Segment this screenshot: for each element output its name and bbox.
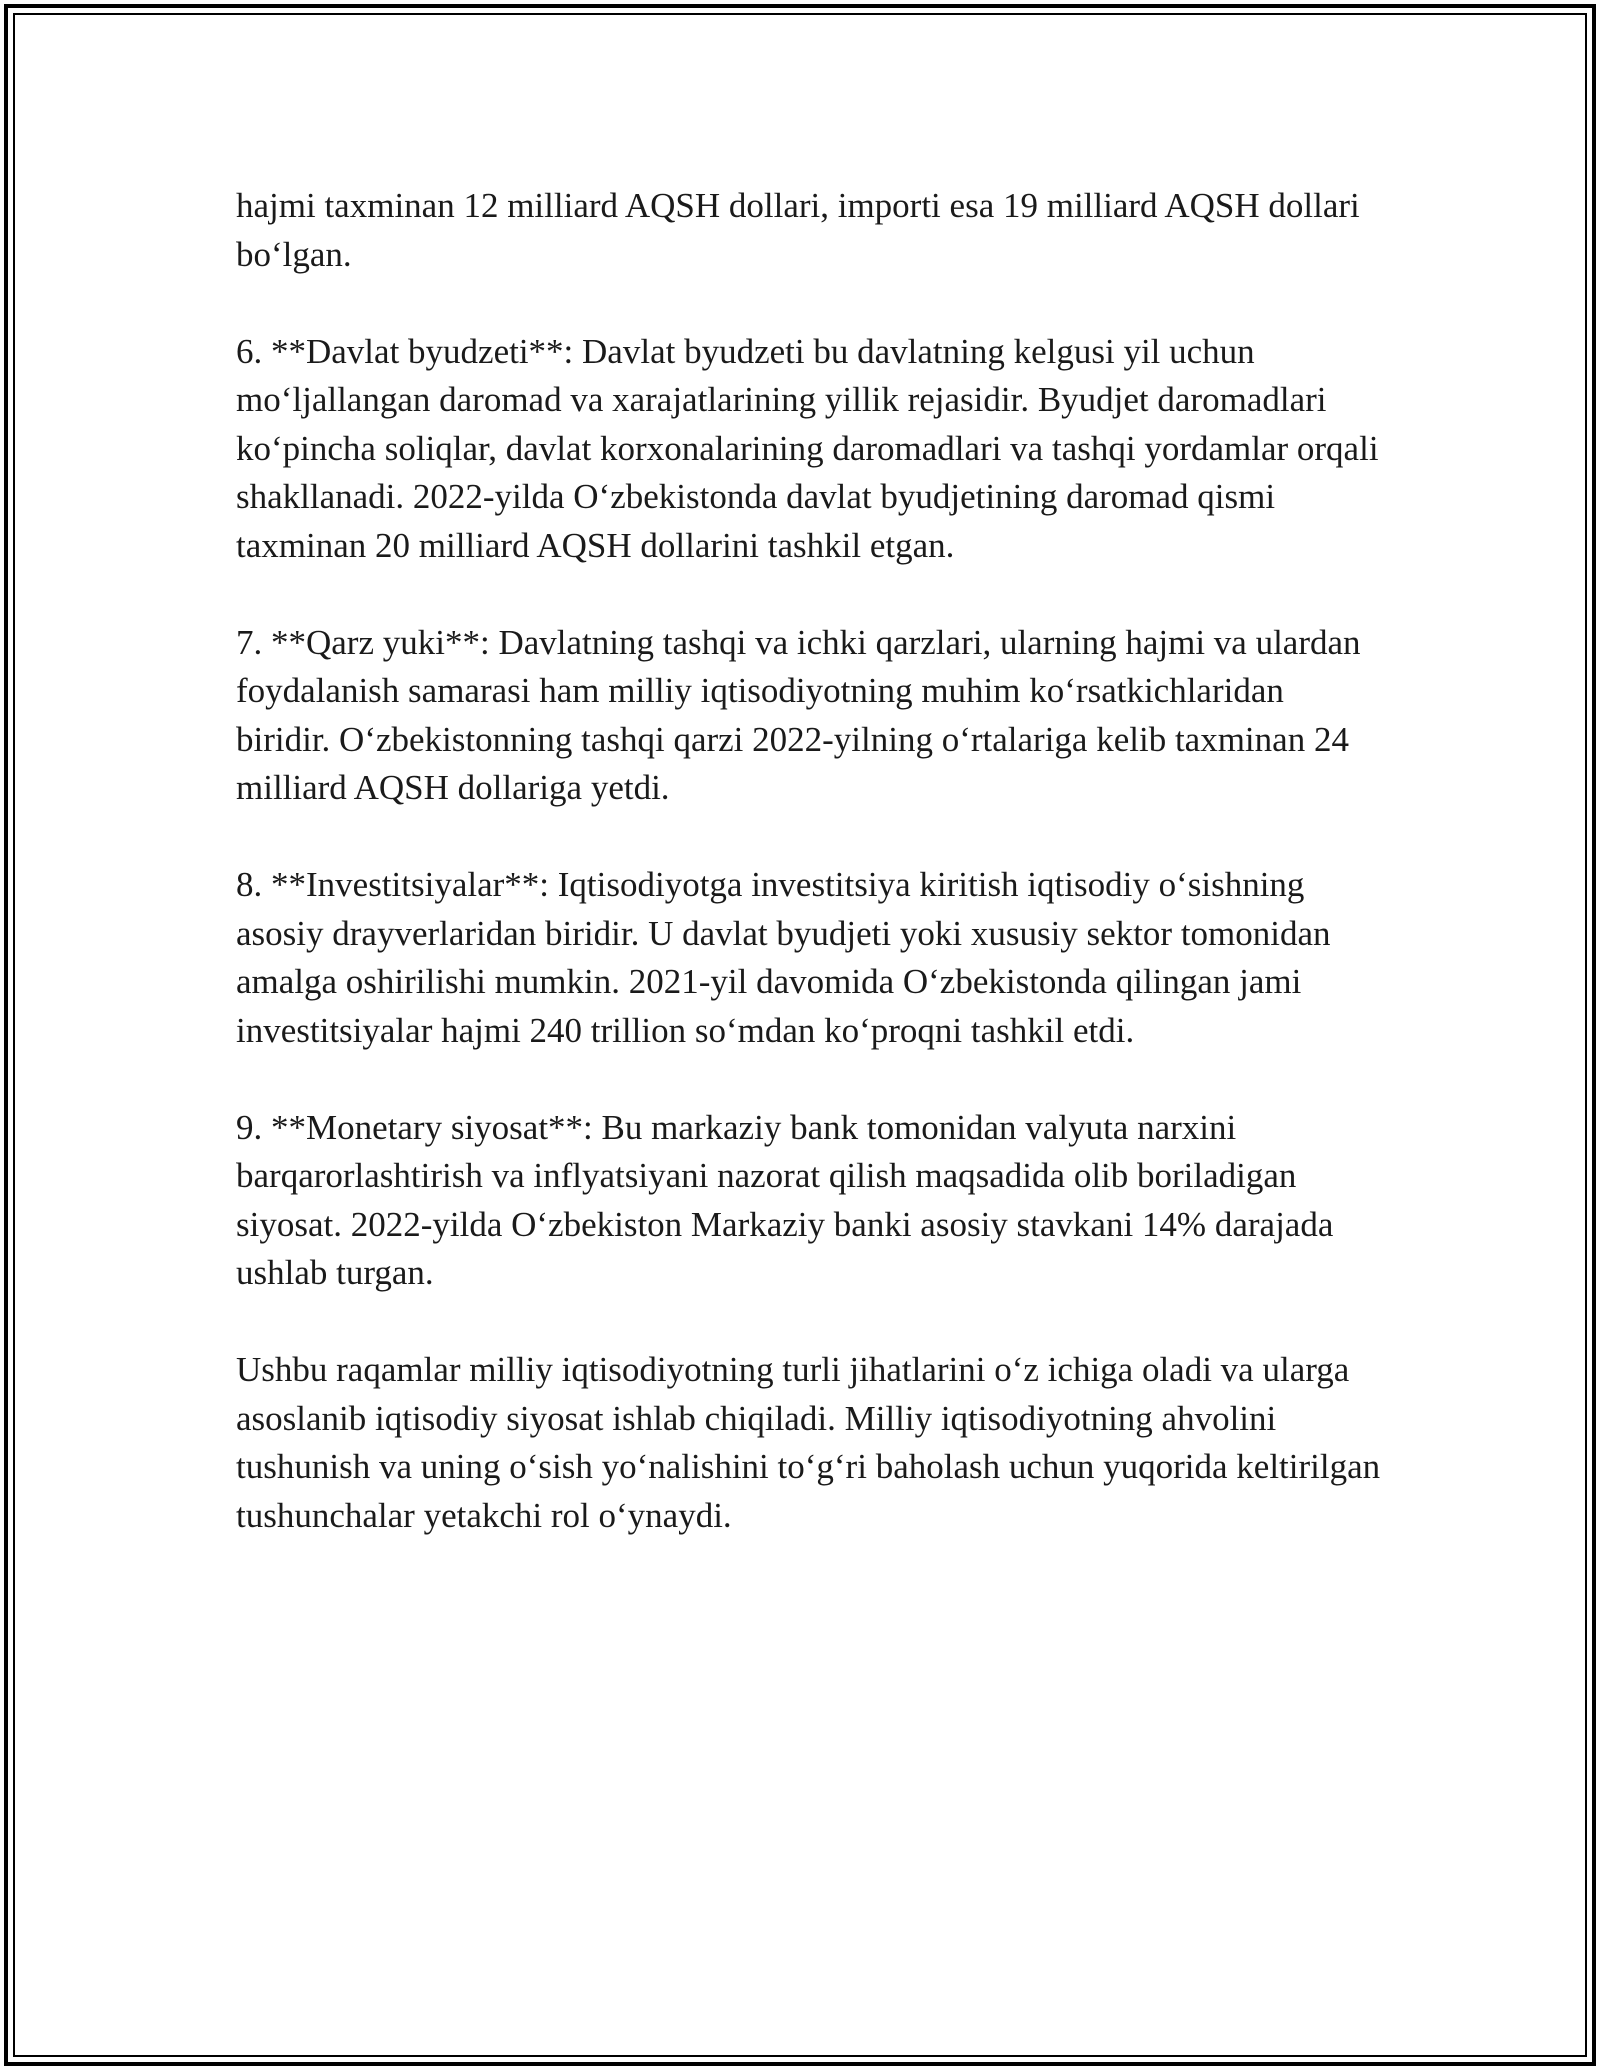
paragraph-debt-burden: 7. **Qarz yuki**: Davlatning tashqi va ichki qarzlari, ularning hajmi va ulardan foydalanish samarasi ham milliy iqtisodiyotning muhim ko‘rsatkichlaridan biridir. O‘zbekistonning tashqi qarzi 2022-yilning o‘rtalariga kelib taxminan 24 milliard AQSH dollariga yetdi. (236, 622, 1361, 807)
paragraph-trade-continuation: hajmi taxminan 12 milliard AQSH dollari, importi esa 19 milliard AQSH dollari bo‘lgan. (236, 186, 1360, 274)
document-body (236, 182, 1386, 1540)
paragraph-investments: 8. **Investitsiyalar**: Iqtisodiyotga investitsiya kiritish iqtisodiy o‘sishning asosiy drayverlaridan biridir. U davlat byudjeti yoki xususiy sektor tomonidan amalga oshirilishi mumkin. 2021-yil davomida O‘zbekistonda qilingan jami investitsiyalar hajmi 240 trillion so‘mdan ko‘proqni tashkil etdi. (236, 865, 1331, 1050)
paragraph-monetary-policy: 9. **Monetary siyosat**: Bu markaziy bank tomonidan valyuta narxini barqarorlashtirish va inflyatsiyani nazorat qilish maqsadida olib boriladigan siyosat. 2022-yilda O‘zbekiston Markaziy banki asosiy stavkani 14% darajada ushlab turgan. (236, 1107, 1334, 1292)
paragraph-conclusion: Ushbu raqamlar milliy iqtisodiyotning turli jihatlarini o‘z ichiga oladi va ularga asoslanib iqtisodiy siyosat ishlab chiqiladi. Milliy iqtisodiyotning ahvolini tushunish va uning o‘sish yo‘nalishini to‘g‘ri baholash uchun yuqorida keltirilgan tushunchalar yetakchi rol o‘ynaydi. (236, 1350, 1381, 1535)
paragraph-state-budget: 6. **Davlat byudzeti**: Davlat byudzeti bu davlatning kelgusi yil uchun mo‘ljallangan daromad va xarajatlarining yillik rejasidir. Byudjet daromadlari ko‘pincha soliqlar, davlat korxonalarining daromadlari va tashqi yordamlar orqali shakllanadi. 2022-yilda O‘zbekistonda davlat byudjetining daromad qismi taxminan 20 milliard AQSH dollarini tashkil etgan. (236, 331, 1379, 565)
